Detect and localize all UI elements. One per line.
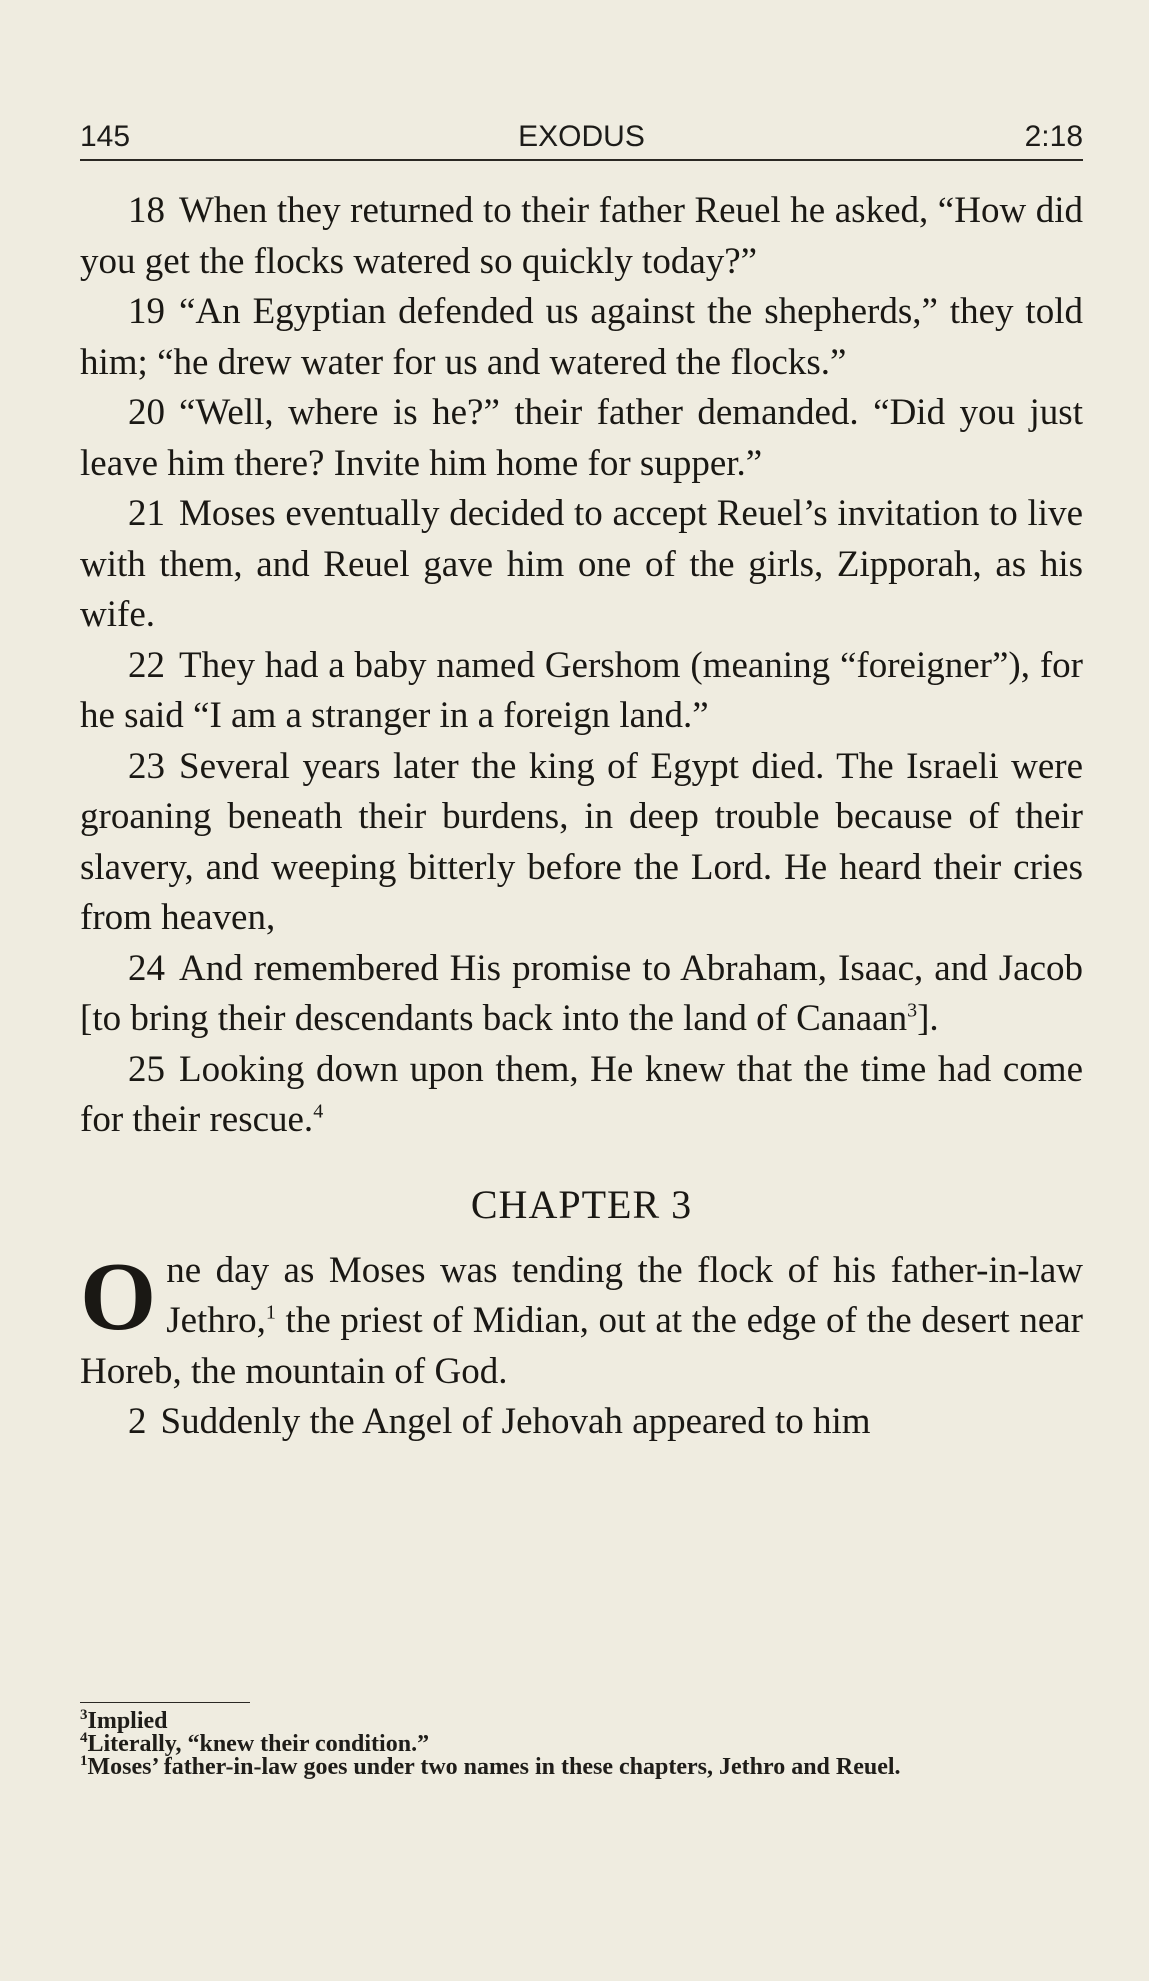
- header-rule: [80, 159, 1083, 161]
- footnote: [80, 1707, 1083, 1734]
- page-number: 145: [80, 120, 131, 153]
- verse-number: 22: [128, 644, 165, 686]
- verse-18: [80, 186, 1083, 287]
- footnote-text: Moses’ father-in-law goes under two names in these chapters, Jethro and Reuel.: [87, 1754, 901, 1780]
- footnotes: [80, 1707, 1083, 1780]
- verse-number: 23: [128, 745, 165, 787]
- running-header: [80, 120, 1083, 160]
- page-body: [80, 186, 1083, 1448]
- footnote-marker: 4: [313, 1100, 324, 1123]
- verse-23: [80, 742, 1083, 944]
- verse-text: When they returned to their father Reuel he asked, “How did you get the flocks watered so quickly today?”: [80, 190, 1083, 282]
- verse-22: [80, 641, 1083, 742]
- book-title: EXODUS: [518, 120, 645, 153]
- verse-number: 20: [128, 392, 165, 433]
- verse-2: [80, 1397, 1083, 1448]
- opening-text-after: the priest of Midian, out at the edge of the desert near Horeb, the mountain of God.: [80, 1300, 1083, 1392]
- verse-text: Moses eventually decided to accept Reuel’s invitation to live with them, and Reuel gave him one of the girls, Zipporah, as his wife.: [80, 493, 1083, 635]
- verse-number: 2: [128, 1401, 147, 1442]
- verse-25: [80, 1045, 1083, 1146]
- chapter-opening-paragraph: [80, 1242, 1083, 1398]
- chapter-heading: CHAPTER 3: [470, 1181, 693, 1227]
- footnote-text: Implied: [87, 1708, 168, 1734]
- verse-text: And remembered His promise to Abraham, Isaac, and Jacob [to bring their descendants back into the land of Canaan: [80, 947, 1083, 1039]
- verse-text: “Well, where is he?” their father demanded. “Did you just leave him there? Invite him home for supper.”: [80, 392, 1083, 484]
- footnote-mark: 1: [80, 1753, 88, 1769]
- footnote-mark: 4: [80, 1730, 88, 1746]
- footnote: [80, 1753, 1083, 1780]
- verse-text: Several years later the king of Egypt died. The Israeli were groaning beneath their burdens, in deep trouble because of their slavery, and weeping bitterly before the Lord. He heard their cries from heaven,: [80, 745, 1083, 938]
- footnote-marker: 1: [265, 1301, 276, 1324]
- footnote-rule: [80, 1702, 250, 1703]
- footnote-mark: 3: [80, 1707, 88, 1723]
- verse-20: [80, 388, 1083, 489]
- verse-number: 21: [128, 493, 165, 534]
- verse-text: Looking down upon them, He knew that the time had come for their rescue.: [80, 1048, 1083, 1140]
- chapter-verse-reference: 2:18: [1024, 120, 1083, 153]
- verse-text: Suddenly the Angel of Jehovah appeared to him: [160, 1401, 871, 1442]
- verse-text-after: ].: [917, 998, 939, 1039]
- footnote: [80, 1730, 1083, 1757]
- verse-number: 19: [128, 291, 165, 332]
- drop-cap-letter: O: [80, 1242, 157, 1351]
- verse-19: [80, 287, 1083, 388]
- verse-text: “An Egyptian defended us against the shepherds,” they told him; “he drew water for us and watered the flocks.”: [80, 291, 1083, 383]
- footnote-text: Literally, “knew their condition.”: [87, 1731, 430, 1757]
- verse-21: [80, 489, 1083, 641]
- opening-text: ne day as Moses was tending the flock of his father-in-law Jethro,: [166, 1249, 1083, 1341]
- verse-number: 18: [128, 190, 165, 231]
- verse-number: 25: [128, 1048, 165, 1090]
- verse-24: [80, 944, 1083, 1045]
- verse-number: 24: [128, 947, 165, 989]
- verse-text: They had a baby named Gershom (meaning “foreigner”), for he said “I am a stranger in a foreign land.”: [80, 644, 1083, 736]
- footnote-marker: 3: [907, 999, 918, 1022]
